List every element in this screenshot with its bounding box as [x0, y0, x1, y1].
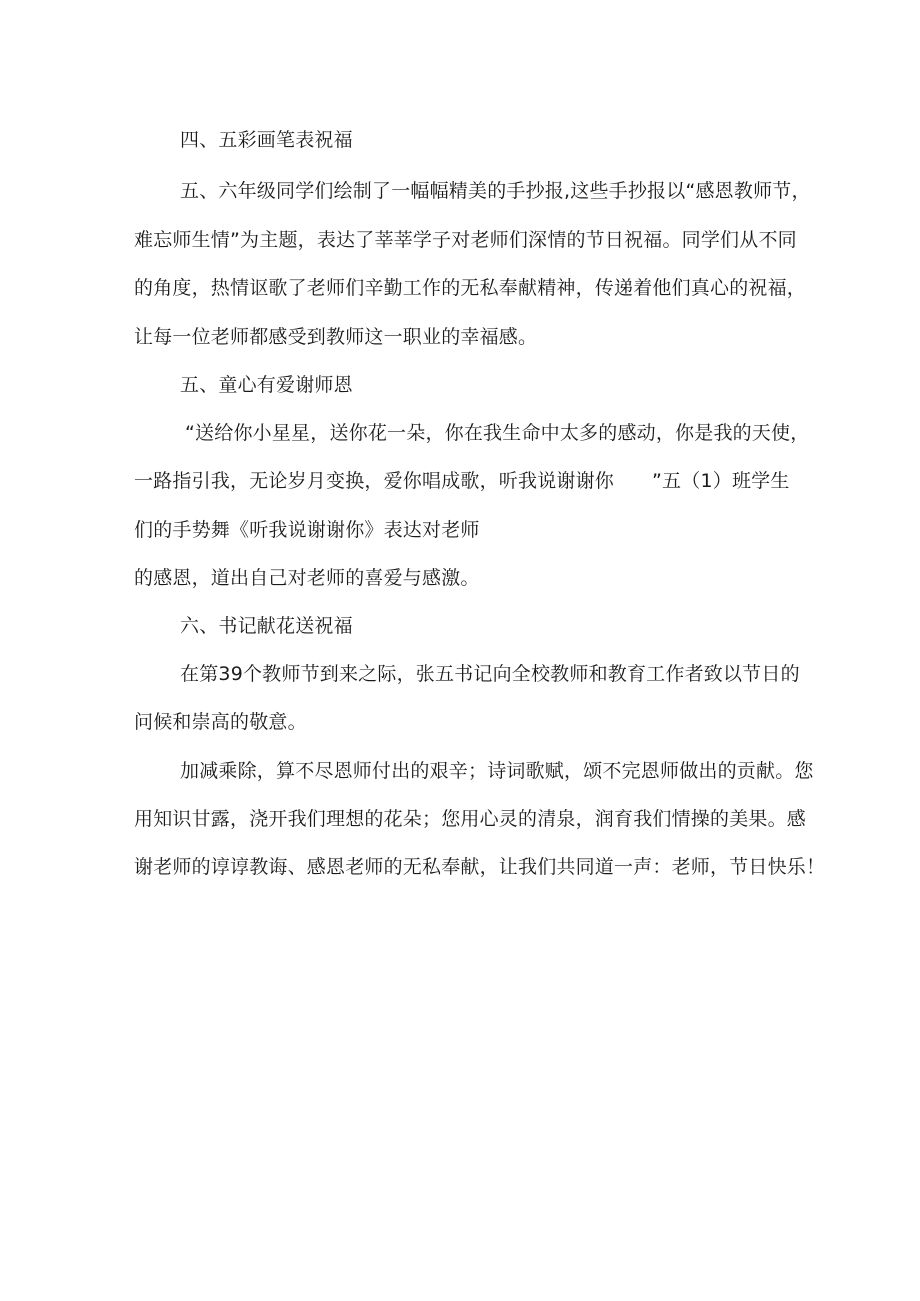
section-heading-1: 四、五彩画笔表祝福: [180, 129, 353, 151]
paragraph-line: 谢老师的谆谆教诲、感恩老师的无私奉献，让我们共同道一声：老师，节日快乐！: [134, 856, 826, 878]
paragraph-line: [134, 469, 790, 493]
paragraph-line: 的角度，热情讴歌了老师们辛勤工作的无私奉献精神，传递着他们真心的祝福，: [134, 277, 807, 299]
paragraph-line: 用知识甘露，浇开我们理想的花朵；您用心灵的清泉，润育我们情操的美果。感: [134, 808, 807, 830]
paragraph-line: 的感恩，道出自己对老师的喜爱与感激。: [134, 567, 480, 589]
paragraph-line: “送给你小星星，送你花一朵，你在我生命中太多的感动，你是我的天使，: [185, 422, 810, 444]
paragraph-line: 让每一位老师都感受到教师这一职业的幸福感。: [134, 326, 538, 348]
paragraph-line: 们的手势舞《听我说谢谢你》表达对老师: [134, 519, 480, 541]
paragraph-line: 五、六年级同学们绘制了一幅幅精美的手抄报,这些手抄报以“感恩教师节，: [180, 180, 811, 202]
paragraph-line: 难忘师生情”为主题，表达了莘莘学子对老师们深情的节日祝福。同学们从不同: [134, 229, 797, 251]
paragraph-line: 加减乘除，算不尽恩师付出的艰辛；诗词歌赋，颂不完恩师做出的贡献。您: [180, 760, 814, 782]
section-heading-3: 六、书记献花送祝福: [180, 615, 353, 637]
paragraph-line: 问候和崇高的敬意。: [134, 711, 307, 733]
paragraph-line: 在第39个教师节到来之际，张五书记向全校教师和教育工作者致以节日的: [180, 663, 800, 685]
paragraph-line-part: 一路指引我，无论岁月变换，爱你唱成歌，听我说谢谢你: [134, 470, 615, 492]
section-heading-2: 五、童心有爱谢师恩: [180, 374, 353, 396]
paragraph-line-part: ”五（1）班学生: [652, 470, 790, 492]
